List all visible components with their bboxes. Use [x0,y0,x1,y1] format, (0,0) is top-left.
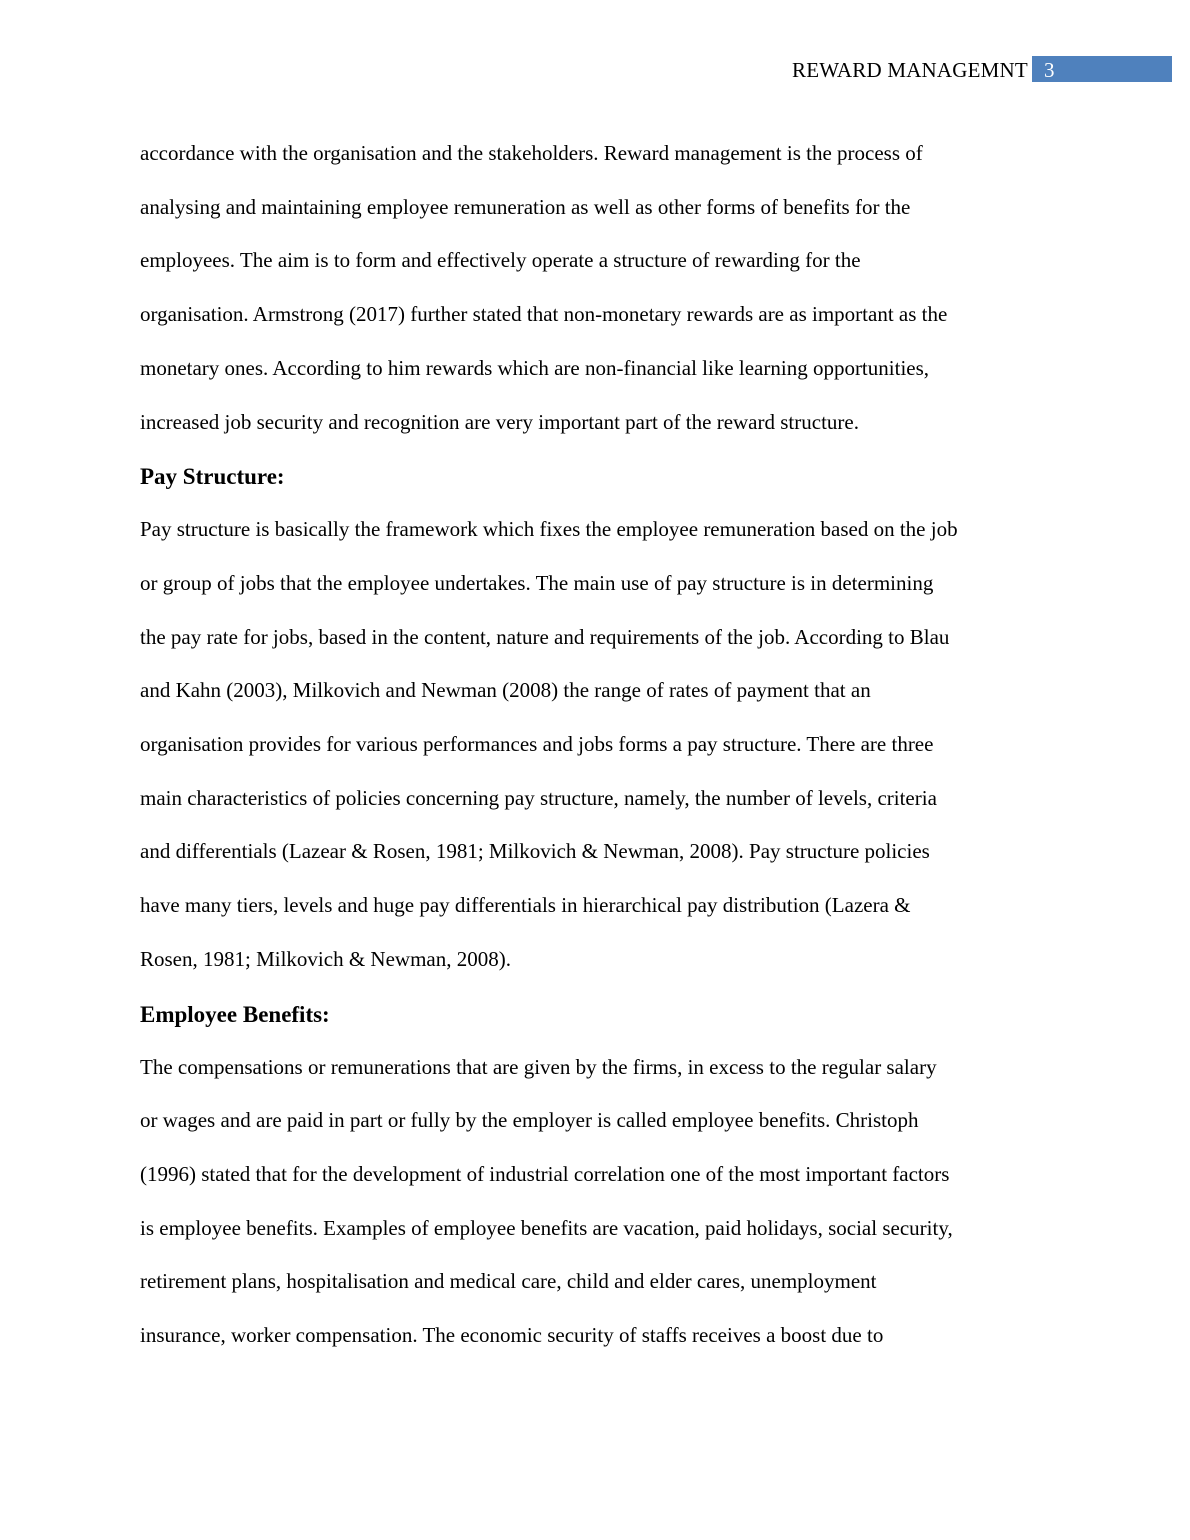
paragraph-line: The compensations or remunerations that are given by the firms, in excess to the regular salary [140,1054,937,1079]
paragraph-line: and Kahn (2003), Milkovich and Newman (2008) the range of rates of payment that an [140,678,871,703]
paragraph-line: or wages and are paid in part or fully by the employer is called employee benefits. Christoph [140,1108,919,1133]
document-body [140,127,1055,1363]
paragraph-line: Pay structure is basically the framework which fixes the employee remuneration based on the job [140,517,958,542]
paragraph-line: is employee benefits. Examples of employee benefits are vacation, paid holidays, social security, [140,1215,953,1240]
paragraph-line: organisation. Armstrong (2017) further stated that non-monetary rewards are as important as the [140,302,948,327]
paragraph-line: main characteristics of policies concerning pay structure, namely, the number of levels, criteria [140,785,937,810]
paragraph-line: (1996) stated that for the development of industrial correlation one of the most important factors [140,1161,950,1186]
paragraph-line: increased job security and recognition are very important part of the reward structure. [140,409,859,434]
paragraph-line: accordance with the organisation and the stakeholders. Reward management is the process of [140,141,923,165]
paragraph-line: Rosen, 1981; Milkovich & Newman, 2008). [140,946,511,971]
running-header-title: REWARD MANAGEMNT [792,58,1028,82]
page-number: 3 [1044,58,1055,82]
paragraph-line: or group of jobs that the employee undertakes. The main use of pay structure is in determining [140,570,934,595]
paragraph-line: employees. The aim is to form and effectively operate a structure of rewarding for the [140,248,861,273]
paragraph-line: monetary ones. According to him rewards which are non-financial like learning opportunities, [140,355,930,380]
intro-paragraph [140,127,1055,449]
paragraph-line: organisation provides for various performances and jobs forms a pay structure. There are three [140,732,934,757]
paragraph-line: the pay rate for jobs, based in the content, nature and requirements of the job. According to Blau [140,624,950,649]
pay-structure-paragraph [140,503,1055,986]
paragraph-line: and differentials (Lazear & Rosen, 1981; Milkovich & Newman, 2008). Pay structure policies [140,839,930,864]
employee-benefits-heading: Employee Benefits: [140,1001,330,1027]
employee-benefits-paragraph [140,1041,1055,1363]
paragraph-line: analysing and maintaining employee remuneration as well as other forms of benefits for the [140,194,911,219]
paragraph-line: retirement plans, hospitalisation and medical care, child and elder cares, unemployment [140,1269,877,1294]
paragraph-line: insurance, worker compensation. The economic security of staffs receives a boost due to [140,1323,884,1348]
pay-structure-heading: Pay Structure: [140,464,285,490]
paragraph-line: have many tiers, levels and huge pay differentials in hierarchical pay distribution (Lazera & [140,893,911,918]
